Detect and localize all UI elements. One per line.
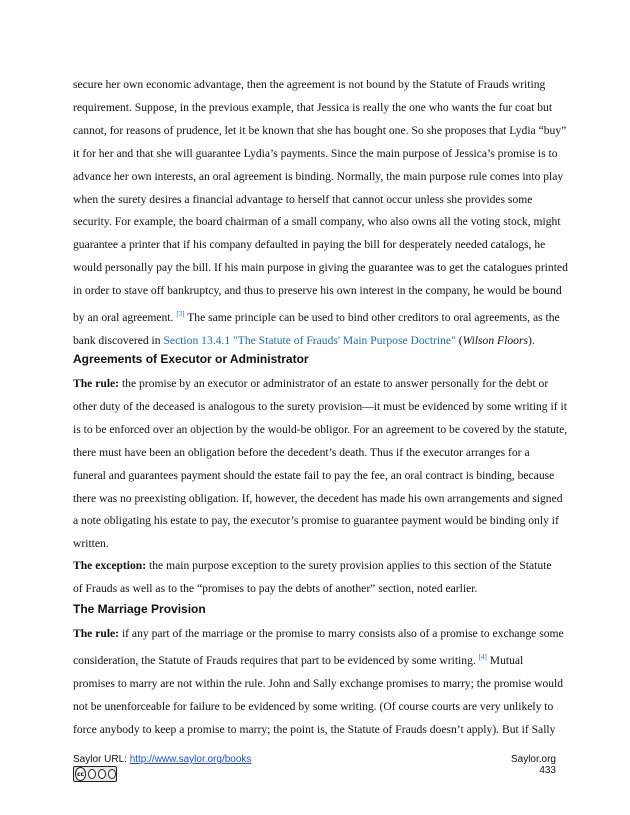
text-line: funeral and guarantees payment should the estate fail to pay the fee, an oral contract is binding, because (73, 468, 555, 482)
text-line (73, 373, 558, 396)
paragraph-main-purpose (73, 74, 568, 353)
text-segment: if any part of the marriage or the promise to marry consists also of a promise to exchange some (119, 627, 564, 640)
footer-url-label: Saylor URL: (73, 754, 130, 765)
text-line: when the surety desires a financial advantage to herself that cannot occur unless she provides some (73, 192, 533, 206)
text-line: requirement. Suppose, in the previous example, that Jessica is really the one who wants the fur coat but (73, 100, 553, 114)
text-line: cannot, for reasons of prudence, let it be known that she has bought one. So she proposes that Lydia “buy” (73, 123, 567, 137)
by-icon (88, 769, 96, 779)
rule-label: The rule: (73, 377, 120, 390)
exception-label: The exception: (73, 559, 147, 572)
text-line: there was no preexisting obligation. If, however, the decedent has made his own arrangements and signed (73, 491, 563, 505)
text-line: security. For example, the board chairman of a small company, who also owns all the voting stock, might (73, 215, 561, 229)
text-line: there must have been an obligation before the decedent’s death. Thus if the executor arranges for a (73, 445, 530, 459)
text-segment: Mutual (486, 653, 524, 667)
section-link[interactable]: Section 13.4.1 "The Statute of Frauds' Main Purpose Doctrine" (163, 333, 456, 347)
footnote-link[interactable]: [4] (478, 652, 487, 661)
text-line (73, 623, 564, 646)
text-line: it for her and that she will guarantee Lydia’s payments. Since the main purpose of Jessica’s promise is to (73, 146, 558, 160)
text-line: written. (73, 537, 109, 551)
text-line (73, 303, 558, 330)
text-line (73, 555, 558, 578)
paragraph-executor-exception (73, 555, 558, 601)
text-line: promises to marry are not within the rule. John and Sally exchange promises to marry; the promise would (73, 676, 564, 690)
text-line: not be unenforceable for failure to be evidenced by some writing. (Of course courts are very unlikely to (73, 699, 554, 713)
text-segment: ). (527, 333, 535, 347)
text-line: other duty of the deceased is analogous to the surety provision—it must be evidenced by some writing if it (73, 399, 567, 413)
text-line: would personally pay the bill. If his main purpose in giving the guarantee was to get the catalogues printed (73, 261, 568, 275)
text-segment: ( (455, 333, 463, 347)
text-segment: by an oral agreement. (73, 311, 174, 325)
saylor-books-link[interactable]: http://www.saylor.org/books (129, 754, 252, 765)
paragraph-marriage-rule (73, 623, 564, 742)
text-segment: the main purpose exception to the surety provision applies to this section of the Statute (146, 559, 552, 572)
text-line: of Frauds as well as to the “promises to pay the debts of another” section, noted earlier. (73, 581, 478, 595)
rule-label: The rule: (73, 627, 120, 640)
text-segment: consideration, the Statute of Frauds requires that part to be evidenced by some writing. (73, 653, 476, 667)
paragraph-executor-rule (73, 373, 568, 556)
cc-icon: cc (75, 767, 86, 781)
nc-icon (98, 769, 106, 779)
text-line (73, 646, 558, 673)
section-heading-executor: Agreements of Executor or Administrator (73, 352, 309, 366)
footer-site: Saylor.org (510, 754, 556, 765)
text-line: force anybody to keep a promise to marry; the point is, the Statute of Frauds doesn’t apply). But if Sally (73, 722, 556, 736)
text-line: is to be enforced over an objection by the would-be obligor. For an agreement to be covered by the statute, (73, 422, 568, 436)
text-line (73, 330, 558, 353)
text-segment: bank discovered in (73, 333, 164, 347)
footer-right (511, 754, 556, 776)
text-line: a note obligating his estate to pay, the executor’s promise to guarantee payment would be binding only if (73, 514, 559, 528)
footer-url (73, 754, 251, 765)
page-number: 433 (539, 765, 556, 776)
sa-icon (108, 769, 116, 779)
text-segment: the promise by an executor or administrator of an estate to answer personally for the debt or (119, 377, 549, 390)
footnote-link[interactable]: [3] (176, 310, 185, 319)
text-line: in order to stave off bankruptcy, and thus to preserve his own interest in the company, he would be bound (73, 284, 562, 298)
cc-by-nc-sa-icon[interactable] (73, 766, 117, 782)
text-line: advance her own interests, an oral agreement is binding. Normally, the main purpose rule comes into play (73, 169, 564, 183)
text-line: secure her own economic advantage, then the agreement is not bound by the Statute of Frauds writing (73, 78, 546, 91)
case-name: Wilson Floors (462, 333, 528, 347)
text-line: guarantee a printer that if his company defaulted in paying the bill for desperately needed catalogs, he (73, 238, 546, 252)
section-heading-marriage: The Marriage Provision (73, 602, 206, 616)
text-segment: The same principle can be used to bind other creditors to oral agreements, as the (184, 311, 560, 325)
